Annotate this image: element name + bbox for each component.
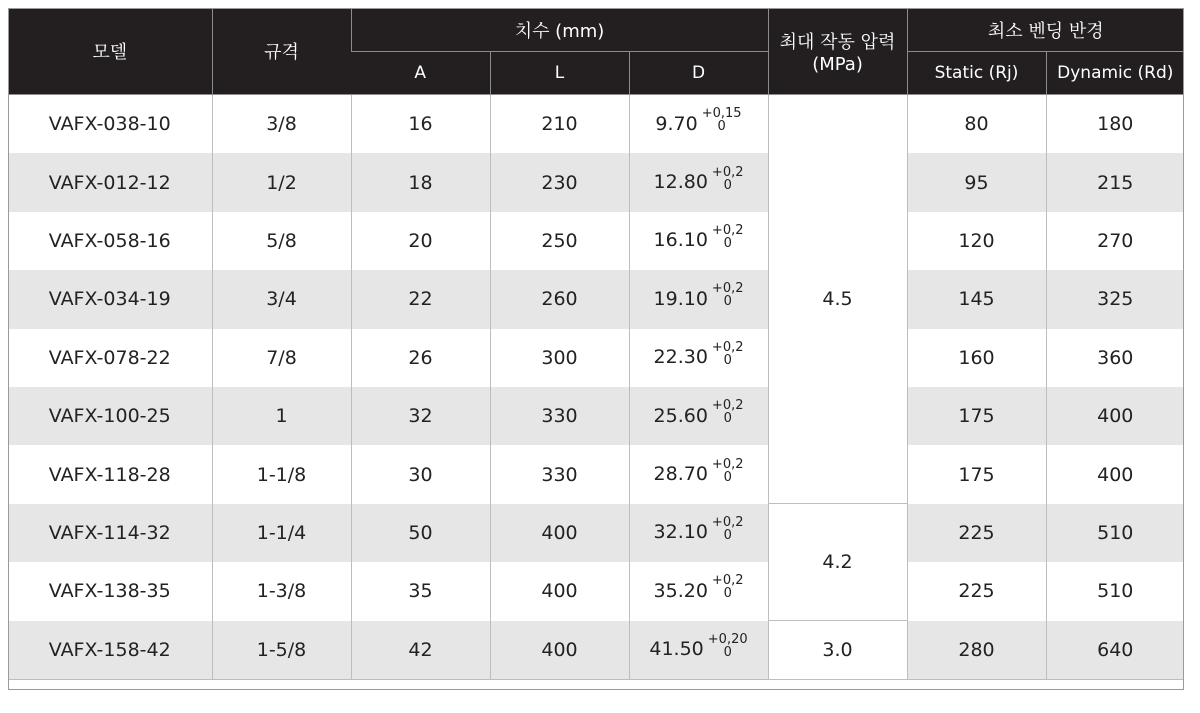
cell-model: VAFX-034-19 bbox=[8, 270, 212, 328]
cell-d-tolerance bbox=[712, 574, 744, 600]
cell-model: VAFX-114-32 bbox=[8, 504, 212, 562]
cell-dynamic: 510 bbox=[1046, 562, 1184, 620]
header-pressure-line2: (MPa) bbox=[812, 53, 863, 75]
cell-model: VAFX-038-10 bbox=[48, 113, 171, 136]
cell-spec: 1 bbox=[212, 387, 351, 445]
cell-model: VAFX-138-35 bbox=[48, 580, 171, 603]
header-dimensions: 치수 (mm) bbox=[351, 8, 768, 52]
cell-d-tolerance bbox=[712, 458, 744, 484]
cell-d-value: 22.30 bbox=[653, 346, 708, 369]
cell-d bbox=[629, 562, 768, 620]
cell-spec: 3/8 bbox=[212, 95, 351, 154]
table-row bbox=[8, 212, 1184, 270]
cell-dynamic: 640 bbox=[1046, 621, 1184, 680]
tolerance-lower: 0 bbox=[723, 235, 732, 251]
header-pressure-line1: 최대 작동 압력 bbox=[779, 31, 896, 53]
tolerance-upper: +0,2 bbox=[711, 339, 744, 355]
cell-model: VAFX-158-42 bbox=[8, 621, 212, 680]
cell-d bbox=[629, 95, 768, 154]
tolerance-lower: 0 bbox=[723, 352, 732, 368]
cell-model: VAFX-118-28 bbox=[48, 463, 171, 486]
tolerance-upper: +0,20 bbox=[707, 631, 748, 647]
tolerance-upper: +0,2 bbox=[711, 164, 744, 180]
spec-table bbox=[8, 8, 1184, 680]
cell-static: 280 bbox=[907, 621, 1046, 680]
cell-l: 400 bbox=[490, 621, 629, 680]
cell-d bbox=[629, 270, 768, 328]
cell-d-tolerance bbox=[712, 516, 744, 542]
cell-spec: 1-1/4 bbox=[212, 504, 351, 562]
cell-dynamic: 180 bbox=[1046, 95, 1184, 154]
cell-static: 120 bbox=[907, 212, 1046, 270]
cell-a: 42 bbox=[351, 621, 490, 680]
cell-d-value: 12.80 bbox=[653, 171, 708, 194]
table-row bbox=[8, 387, 1184, 445]
tolerance-lower: 0 bbox=[723, 586, 732, 602]
table-body bbox=[8, 95, 1184, 680]
cell-l: 300 bbox=[490, 329, 629, 387]
cell-d-value: 28.70 bbox=[653, 463, 708, 486]
header-bend-radius: 최소 벤딩 반경 bbox=[907, 8, 1184, 52]
tolerance-lower: 0 bbox=[723, 294, 732, 310]
header-model: 모델 bbox=[8, 8, 212, 95]
cell-static: 175 bbox=[907, 387, 1046, 445]
cell-dynamic: 510 bbox=[1046, 504, 1184, 562]
cell-model: VAFX-100-25 bbox=[8, 387, 212, 445]
cell-a: 16 bbox=[351, 95, 490, 154]
table-header bbox=[8, 8, 1184, 95]
header-pressure bbox=[768, 8, 907, 95]
cell-d-tolerance bbox=[712, 341, 744, 367]
cell-a: 26 bbox=[351, 329, 490, 387]
cell-spec: 1/2 bbox=[212, 153, 351, 211]
tolerance-upper: +0,2 bbox=[711, 281, 744, 297]
cell-dynamic: 270 bbox=[1046, 212, 1184, 270]
cell-d-value: 25.60 bbox=[653, 404, 708, 427]
cell-d-tolerance bbox=[712, 282, 744, 308]
cell-d-value: 41.50 bbox=[649, 638, 704, 661]
cell-static: 95 bbox=[907, 153, 1046, 211]
tolerance-upper: +0,2 bbox=[711, 222, 744, 238]
header-col-a: A bbox=[351, 52, 490, 95]
table-row bbox=[8, 504, 1184, 562]
table-row bbox=[8, 562, 1184, 620]
cell-d bbox=[629, 387, 768, 445]
header-static: Static (Rj) bbox=[907, 52, 1046, 95]
cell-d-tolerance bbox=[708, 633, 748, 659]
header-dynamic: Dynamic (Rd) bbox=[1046, 52, 1184, 95]
cell-model: VAFX-078-22 bbox=[48, 346, 171, 369]
cell-d-value: 35.20 bbox=[653, 579, 708, 602]
cell-a: 35 bbox=[351, 562, 490, 620]
cell-spec: 1-3/8 bbox=[212, 562, 351, 620]
cell-d-value: 9.70 bbox=[655, 112, 698, 135]
cell-d-tolerance bbox=[712, 224, 744, 250]
cell-d-tolerance bbox=[702, 107, 742, 133]
cell-l: 400 bbox=[490, 504, 629, 562]
tolerance-lower: 0 bbox=[723, 527, 732, 543]
cell-spec: 1-5/8 bbox=[212, 621, 351, 680]
cell-a: 22 bbox=[351, 270, 490, 328]
cell-spec: 1-1/8 bbox=[212, 445, 351, 503]
cell-static: 175 bbox=[907, 445, 1046, 503]
table-row bbox=[8, 621, 1184, 680]
cell-d bbox=[629, 504, 768, 562]
cell-l: 330 bbox=[490, 387, 629, 445]
cell-model: VAFX-012-12 bbox=[8, 153, 212, 211]
tolerance-upper: +0,15 bbox=[701, 106, 742, 122]
cell-a: 30 bbox=[351, 445, 490, 503]
cell-l: 330 bbox=[490, 445, 629, 503]
cell-spec: 7/8 bbox=[212, 329, 351, 387]
cell-pressure: 3.0 bbox=[768, 621, 907, 680]
cell-dynamic: 325 bbox=[1046, 270, 1184, 328]
table-row bbox=[8, 95, 1184, 154]
header-col-d: D bbox=[629, 52, 768, 95]
cell-spec: 5/8 bbox=[212, 212, 351, 270]
cell-d bbox=[629, 153, 768, 211]
spec-table-container bbox=[8, 8, 1184, 680]
table-row bbox=[8, 153, 1184, 211]
cell-dynamic: 400 bbox=[1046, 445, 1184, 503]
tolerance-upper: +0,2 bbox=[711, 456, 744, 472]
tolerance-lower: 0 bbox=[717, 119, 726, 135]
cell-dynamic: 215 bbox=[1046, 153, 1184, 211]
cell-static: 80 bbox=[907, 95, 1046, 154]
header-spec: 규격 bbox=[212, 8, 351, 95]
cell-d bbox=[629, 329, 768, 387]
tolerance-upper: +0,2 bbox=[711, 573, 744, 589]
cell-model: VAFX-058-16 bbox=[48, 229, 171, 252]
cell-d-tolerance bbox=[712, 166, 744, 192]
table-row bbox=[8, 270, 1184, 328]
tolerance-upper: +0,2 bbox=[711, 514, 744, 530]
cell-a: 32 bbox=[351, 387, 490, 445]
cell-d-tolerance bbox=[712, 399, 744, 425]
tolerance-lower: 0 bbox=[723, 177, 732, 193]
cell-a: 20 bbox=[351, 212, 490, 270]
cell-l: 260 bbox=[490, 270, 629, 328]
cell-d bbox=[629, 445, 768, 503]
cell-d-value: 32.10 bbox=[653, 521, 708, 544]
table-row bbox=[8, 445, 1184, 503]
cell-static: 160 bbox=[907, 329, 1046, 387]
tolerance-lower: 0 bbox=[723, 469, 732, 485]
tolerance-lower: 0 bbox=[723, 411, 732, 427]
cell-pressure: 4.2 bbox=[768, 504, 907, 621]
tolerance-upper: +0,2 bbox=[711, 398, 744, 414]
cell-static: 145 bbox=[907, 270, 1046, 328]
cell-l: 400 bbox=[490, 562, 629, 620]
header-col-l: L bbox=[490, 52, 629, 95]
cell-dynamic: 400 bbox=[1046, 387, 1184, 445]
cell-d bbox=[629, 621, 768, 680]
tolerance-lower: 0 bbox=[723, 644, 732, 660]
cell-l: 230 bbox=[490, 153, 629, 211]
cell-spec: 3/4 bbox=[212, 270, 351, 328]
cell-d bbox=[629, 212, 768, 270]
table-row bbox=[8, 329, 1184, 387]
cell-l: 250 bbox=[490, 212, 629, 270]
cell-static: 225 bbox=[907, 562, 1046, 620]
cell-a: 50 bbox=[351, 504, 490, 562]
cell-a: 18 bbox=[351, 153, 490, 211]
cell-static: 225 bbox=[907, 504, 1046, 562]
cell-l: 210 bbox=[490, 95, 629, 154]
cell-d-value: 16.10 bbox=[653, 229, 708, 252]
cell-pressure: 4.5 bbox=[768, 95, 907, 504]
cell-d-value: 19.10 bbox=[653, 287, 708, 310]
cell-dynamic: 360 bbox=[1046, 329, 1184, 387]
